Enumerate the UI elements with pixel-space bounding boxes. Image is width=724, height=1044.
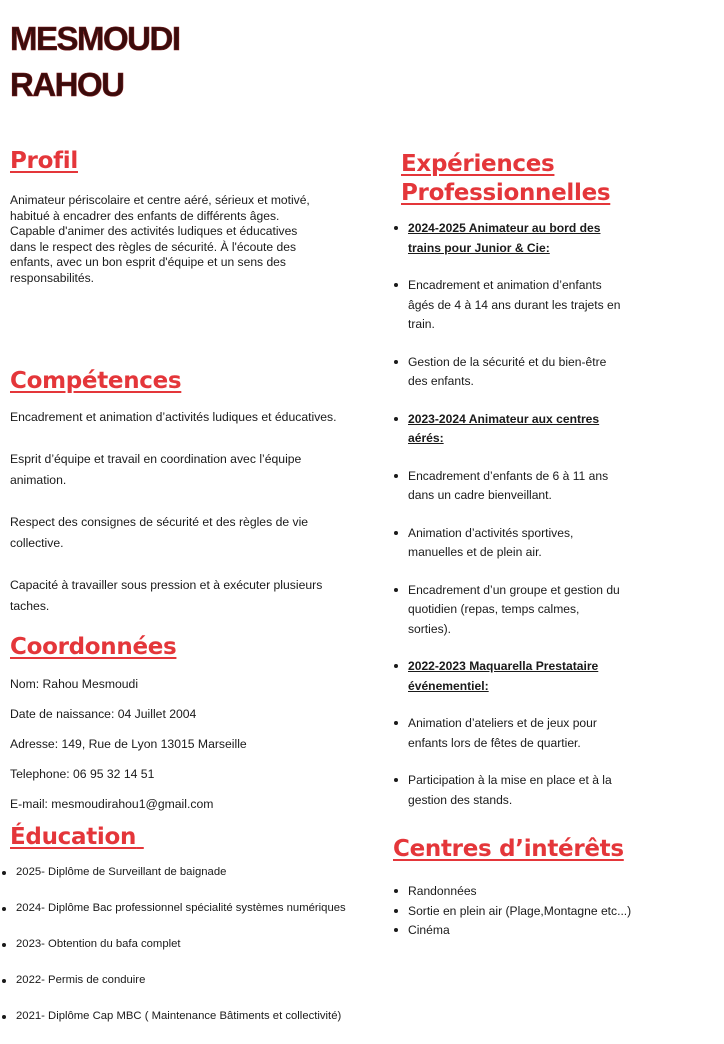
experiences-list [394,219,624,828]
bullet-icon [394,417,398,421]
competence-item: Respect des consignes de sécurité et des règles de vie collective. [10,515,309,550]
experience-item-text: Animation d’ateliers et de jeux pour enfants lors de fêtes de quartier. [408,716,597,750]
bullet-icon [394,928,398,932]
contact-birthdate: Date de naissance: 04 Juillet 2004 [10,707,197,721]
interet-item [394,902,694,922]
interet-item [394,882,694,902]
experience-item [394,524,624,563]
experience-title [394,219,624,258]
education-heading [10,824,144,850]
bullet-icon [394,778,398,782]
bullet-icon [394,721,398,725]
name-line-1: MESMOUDI [10,20,180,57]
education-item-text: 2022- Permis de conduire [16,974,146,986]
experience-item [394,581,624,640]
experience-item [394,276,624,335]
education-item-text: 2023- Obtention du bafa complet [16,938,181,950]
contact-address: Adresse: 149, Rue de Lyon 13015 Marseille [10,737,247,751]
experience-title [394,657,624,696]
competences-list [10,407,350,638]
education-item [2,972,362,1008]
experience-item [394,771,624,810]
bullet-icon [394,889,398,893]
bullet-icon [394,909,398,913]
bullet-icon [394,588,398,592]
contact-name: Nom: Rahou Mesmoudi [10,677,139,691]
bullet-icon [2,871,6,875]
bullet-icon [394,283,398,287]
bullet-icon [394,474,398,478]
education-item-text: 2025- Diplôme de Surveillant de baignade [16,866,227,878]
contact-phone: Telephone: 06 95 32 14 51 [10,767,155,781]
competence-item: Esprit d’équipe et travail en coordination avec l’équipe animation. [10,452,302,487]
interets-heading: Centres d’intérêts [393,836,624,862]
bullet-icon [394,226,398,230]
experience-title-text: 2022-2023 Maquarella Prestataire événementiel: [408,659,599,693]
education-item-text: 2024- Diplôme Bac professionnel spécialité systèmes numériques [16,902,346,914]
bullet-icon [2,907,6,911]
experience-item-text: Participation à la mise en place et à la gestion des stands. [408,773,612,807]
candidate-name [10,16,180,108]
experience-item [394,353,624,392]
experience-title [394,410,624,449]
experience-item-text: Encadrement d’un groupe et gestion du quotidien (repas, temps calmes, sorties). [408,582,620,636]
experience-title-text: 2023-2024 Animateur aux centres aérés: [408,411,600,445]
education-item [2,864,362,900]
experience-item-text: Encadrement et animation d’enfants âgés de 4 à 14 ans durant les trajets en train. [408,278,621,331]
profil-text: Animateur périscolaire et centre aéré, sérieux et motivé, habitué à encadrer des enfants de différents âges. Capable d'animer des activités ludiques et éducatives dans le respect des règles de sécurité. À l'écoute des enfants, avec un bon esprit d'équipe et un sens des responsabilités. [10,193,310,285]
interet-item [394,921,694,941]
education-item [2,1008,362,1044]
bullet-icon [2,979,6,983]
competence-item: Capacité à travailler sous pression et à exécuter plusieurs taches. [10,578,323,613]
experience-item-text: Encadrement d’enfants de 6 à 11 ans dans un cadre bienveillant. [408,468,609,502]
bullet-icon [394,360,398,364]
interet-item-text: Cinéma [408,923,450,937]
coordonnees-heading: Coordonnées [10,634,177,660]
bullet-icon [394,664,398,668]
experience-item-text: Animation d’activités sportives, manuelles et de plein air. [408,525,574,559]
education-list [2,864,362,1044]
experience-item-text: Gestion de la sécurité et du bien-être des enfants. [408,354,607,388]
education-item-text: 2021- Diplôme Cap MBC ( Maintenance Bâtiments et collectivité) [16,1010,342,1022]
bullet-icon [394,531,398,535]
experience-item [394,714,624,753]
coordonnees-list [10,676,350,826]
profil-heading: Profil [10,148,78,174]
experiences-heading-line-1: Expériences [401,151,555,177]
experiences-heading [401,150,610,208]
experience-title-text: 2024-2025 Animateur au bord des trains pour Junior & Cie: [408,221,601,255]
interets-list [394,882,694,941]
interet-item-text: Randonnées [408,884,477,898]
bullet-icon [2,1015,6,1019]
education-item [2,936,362,972]
experience-item [394,467,624,506]
education-item [2,900,362,936]
name-line-2: RAHOU [10,66,124,103]
competence-item: Encadrement et animation d’activités ludiques et éducatives. [10,410,337,424]
interet-item-text: Sortie en plein air (Plage,Montagne etc...) [408,903,632,918]
education-heading-text: Éducation [10,824,137,850]
contact-email: E-mail: mesmoudirahou1@gmail.com [10,797,214,811]
experiences-heading-line-2: Professionnelles [401,180,611,206]
competences-heading: Compétences [10,368,182,394]
bullet-icon [2,943,6,947]
